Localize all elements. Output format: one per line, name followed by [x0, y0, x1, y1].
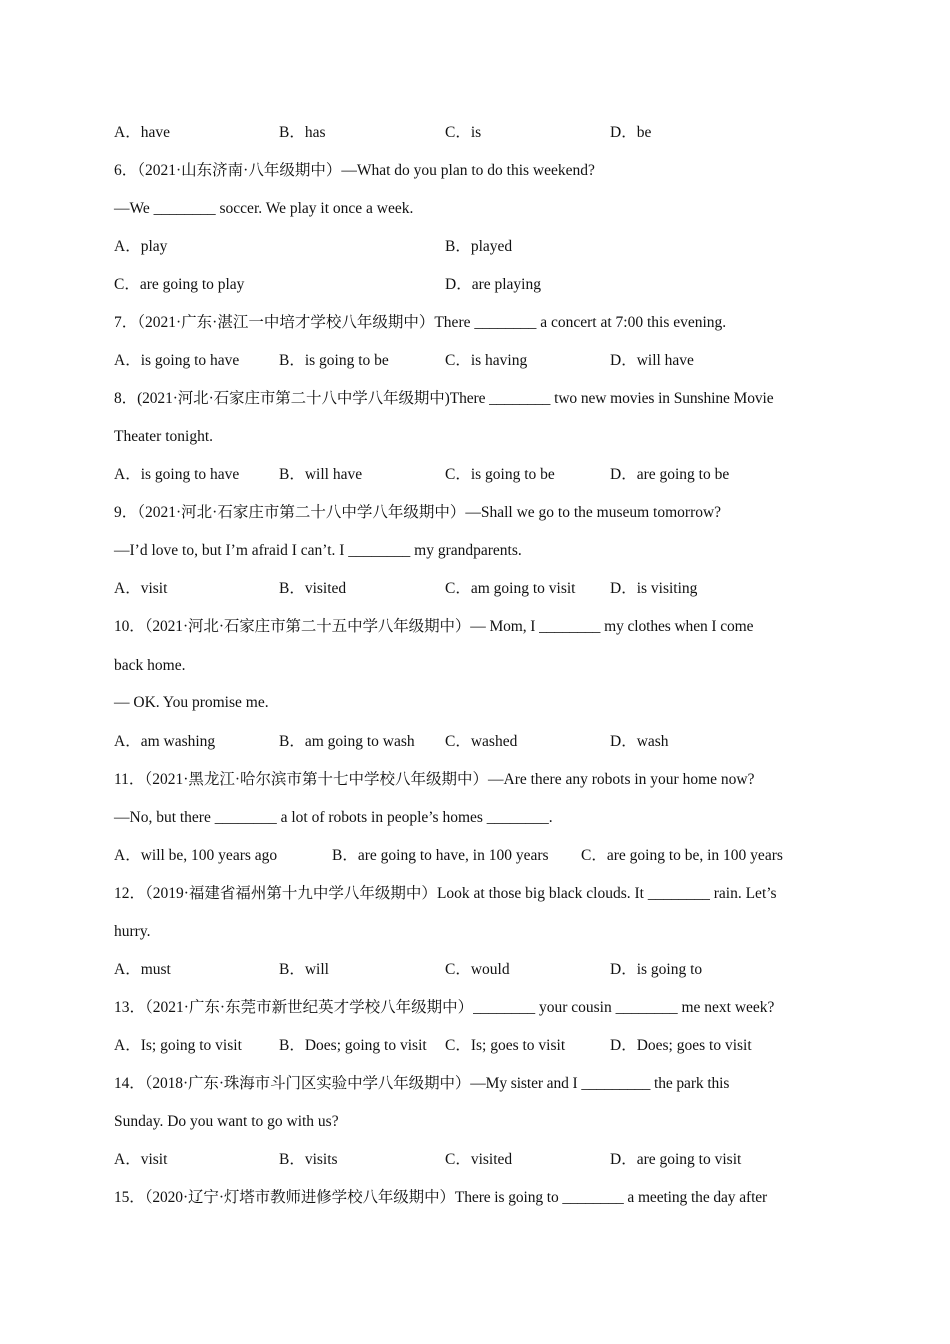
option-b: B．played [445, 238, 513, 255]
question-number: 7． [114, 314, 138, 331]
option-b: B．will [279, 961, 329, 978]
option-d: D．is visiting [610, 580, 698, 597]
q9-line-2: —I’d love to, but I’m afraid I can’t. I ________ my grandparents. [114, 542, 522, 559]
option-a: A．must [114, 961, 171, 978]
option-a: A．will be, 100 years ago [114, 847, 278, 864]
option-a: A．is going to have [114, 466, 240, 483]
option-a: A．visit [114, 580, 168, 597]
question-source: （2021·广东·东莞市新世纪英才学校八年级期中） [145, 999, 474, 1016]
question-source: (2021·河北·石家庄市第二十八中学八年级期中) [137, 390, 450, 407]
question-number: 13． [114, 999, 146, 1016]
q11-line-2: —No, but there ________ a lot of robots in people’s homes ________. [114, 809, 553, 826]
q15-stem [114, 1188, 838, 1208]
q12-stem [114, 884, 838, 904]
option-d: D．is going to [610, 961, 703, 978]
option-b: B．am going to wash [279, 733, 415, 750]
q13-stem [114, 998, 838, 1018]
q8-options [114, 465, 838, 485]
option-b: B．visits [279, 1151, 338, 1168]
q10-line-2: back home. [114, 657, 186, 674]
q5-options [114, 123, 838, 143]
option-c: C．washed [445, 733, 518, 750]
option-d: D．be [610, 124, 652, 141]
option-c: C．are going to play [114, 276, 245, 293]
question-number: 9． [114, 504, 138, 521]
question-number: 12． [114, 885, 146, 902]
q12-line-2: hurry. [114, 923, 151, 940]
q11-options [114, 846, 838, 866]
question-text: —What do you plan to do this weekend? [341, 162, 595, 179]
q6-line-2: —We ________ soccer. We play it once a week. [114, 200, 414, 217]
q6-options-row2 [114, 275, 838, 295]
question-source: （2021·广东·湛江一中培才学校八年级期中） [137, 314, 435, 331]
q8-stem [114, 389, 838, 409]
q10-stem [114, 617, 838, 637]
question-number: 11． [114, 771, 145, 788]
q13-options [114, 1036, 838, 1056]
question-source: （2021·河北·石家庄市第二十五中学八年级期中） [144, 618, 471, 635]
question-text: Look at those big black clouds. It ________ rain. Let’s [436, 885, 777, 902]
option-c: C．is having [445, 352, 528, 369]
question-number: 14． [114, 1075, 145, 1092]
q11-stem [114, 770, 838, 790]
q12-options [114, 960, 838, 980]
question-text: —My sister and I _________ the park this [470, 1075, 730, 1092]
question-text: ________ your cousin ________ me next week? [473, 999, 775, 1016]
question-source: （2019·福建省福州第十九中学八年级期中） [145, 885, 437, 902]
q7-stem [114, 313, 838, 333]
question-text: — Mom, I ________ my clothes when I come [470, 618, 754, 635]
question-number: 10． [114, 618, 145, 635]
option-a: A．Is; going to visit [114, 1037, 242, 1054]
question-text: There ________ two new movies in Sunshine Movie [449, 390, 774, 407]
option-b: B．is going to be [279, 352, 389, 369]
option-c: C．am going to visit [445, 580, 576, 597]
question-source: （2018·广东·珠海市斗门区实验中学八年级期中） [144, 1075, 471, 1092]
option-a: A．have [114, 124, 170, 141]
option-a: A．am washing [114, 733, 216, 750]
q9-stem [114, 503, 838, 523]
option-c: C．is [445, 124, 482, 141]
question-source: （2020·辽宁·灯塔市教师进修学校八年级期中） [144, 1189, 455, 1206]
option-c: C．visited [445, 1151, 513, 1168]
option-a: A．play [114, 238, 168, 255]
option-a: A．visit [114, 1151, 168, 1168]
option-c: C．would [445, 961, 510, 978]
question-text: There ________ a concert at 7:00 this evening. [434, 314, 727, 331]
q8-line-2: Theater tonight. [114, 428, 213, 445]
q6-options-row1 [114, 237, 838, 257]
option-d: D．Does; goes to visit [610, 1037, 752, 1054]
option-b: B．visited [279, 580, 347, 597]
q6-stem [114, 161, 838, 181]
q14-options [114, 1150, 838, 1170]
option-b: B．will have [279, 466, 363, 483]
q10-line-3: — OK. You promise me. [114, 694, 269, 711]
question-text: —Shall we go to the museum tomorrow? [465, 504, 722, 521]
question-number: 8． [114, 390, 138, 407]
option-d: D．are going to visit [610, 1151, 742, 1168]
question-source: （2021·黑龙江·哈尔滨市第十七中学校八年级期中） [144, 771, 489, 788]
option-d: D．are playing [445, 276, 541, 293]
question-text: —Are there any robots in your home now? [488, 771, 755, 788]
q10-options [114, 732, 838, 752]
question-number: 6． [114, 162, 138, 179]
q14-line-2: Sunday. Do you want to go with us? [114, 1113, 339, 1130]
question-source: （2021·山东济南·八年级期中） [137, 162, 342, 179]
question-text: There is going to ________ a meeting the day after [454, 1189, 768, 1206]
option-d: D．are going to be [610, 466, 730, 483]
option-a: A．is going to have [114, 352, 240, 369]
option-b: B．has [279, 124, 326, 141]
q9-options [114, 579, 838, 599]
option-b: B．Does; going to visit [279, 1037, 427, 1054]
option-d: D．will have [610, 352, 694, 369]
option-b: B．are going to have, in 100 years [332, 847, 549, 864]
q14-stem [114, 1074, 838, 1094]
option-c: C．Is; goes to visit [445, 1037, 566, 1054]
question-number: 15． [114, 1189, 145, 1206]
q7-options [114, 351, 838, 371]
option-c: C．are going to be, in 100 years [581, 847, 783, 864]
question-source: （2021·河北·石家庄市第二十八中学八年级期中） [137, 504, 466, 521]
option-d: D．wash [610, 733, 669, 750]
option-c: C．is going to be [445, 466, 555, 483]
